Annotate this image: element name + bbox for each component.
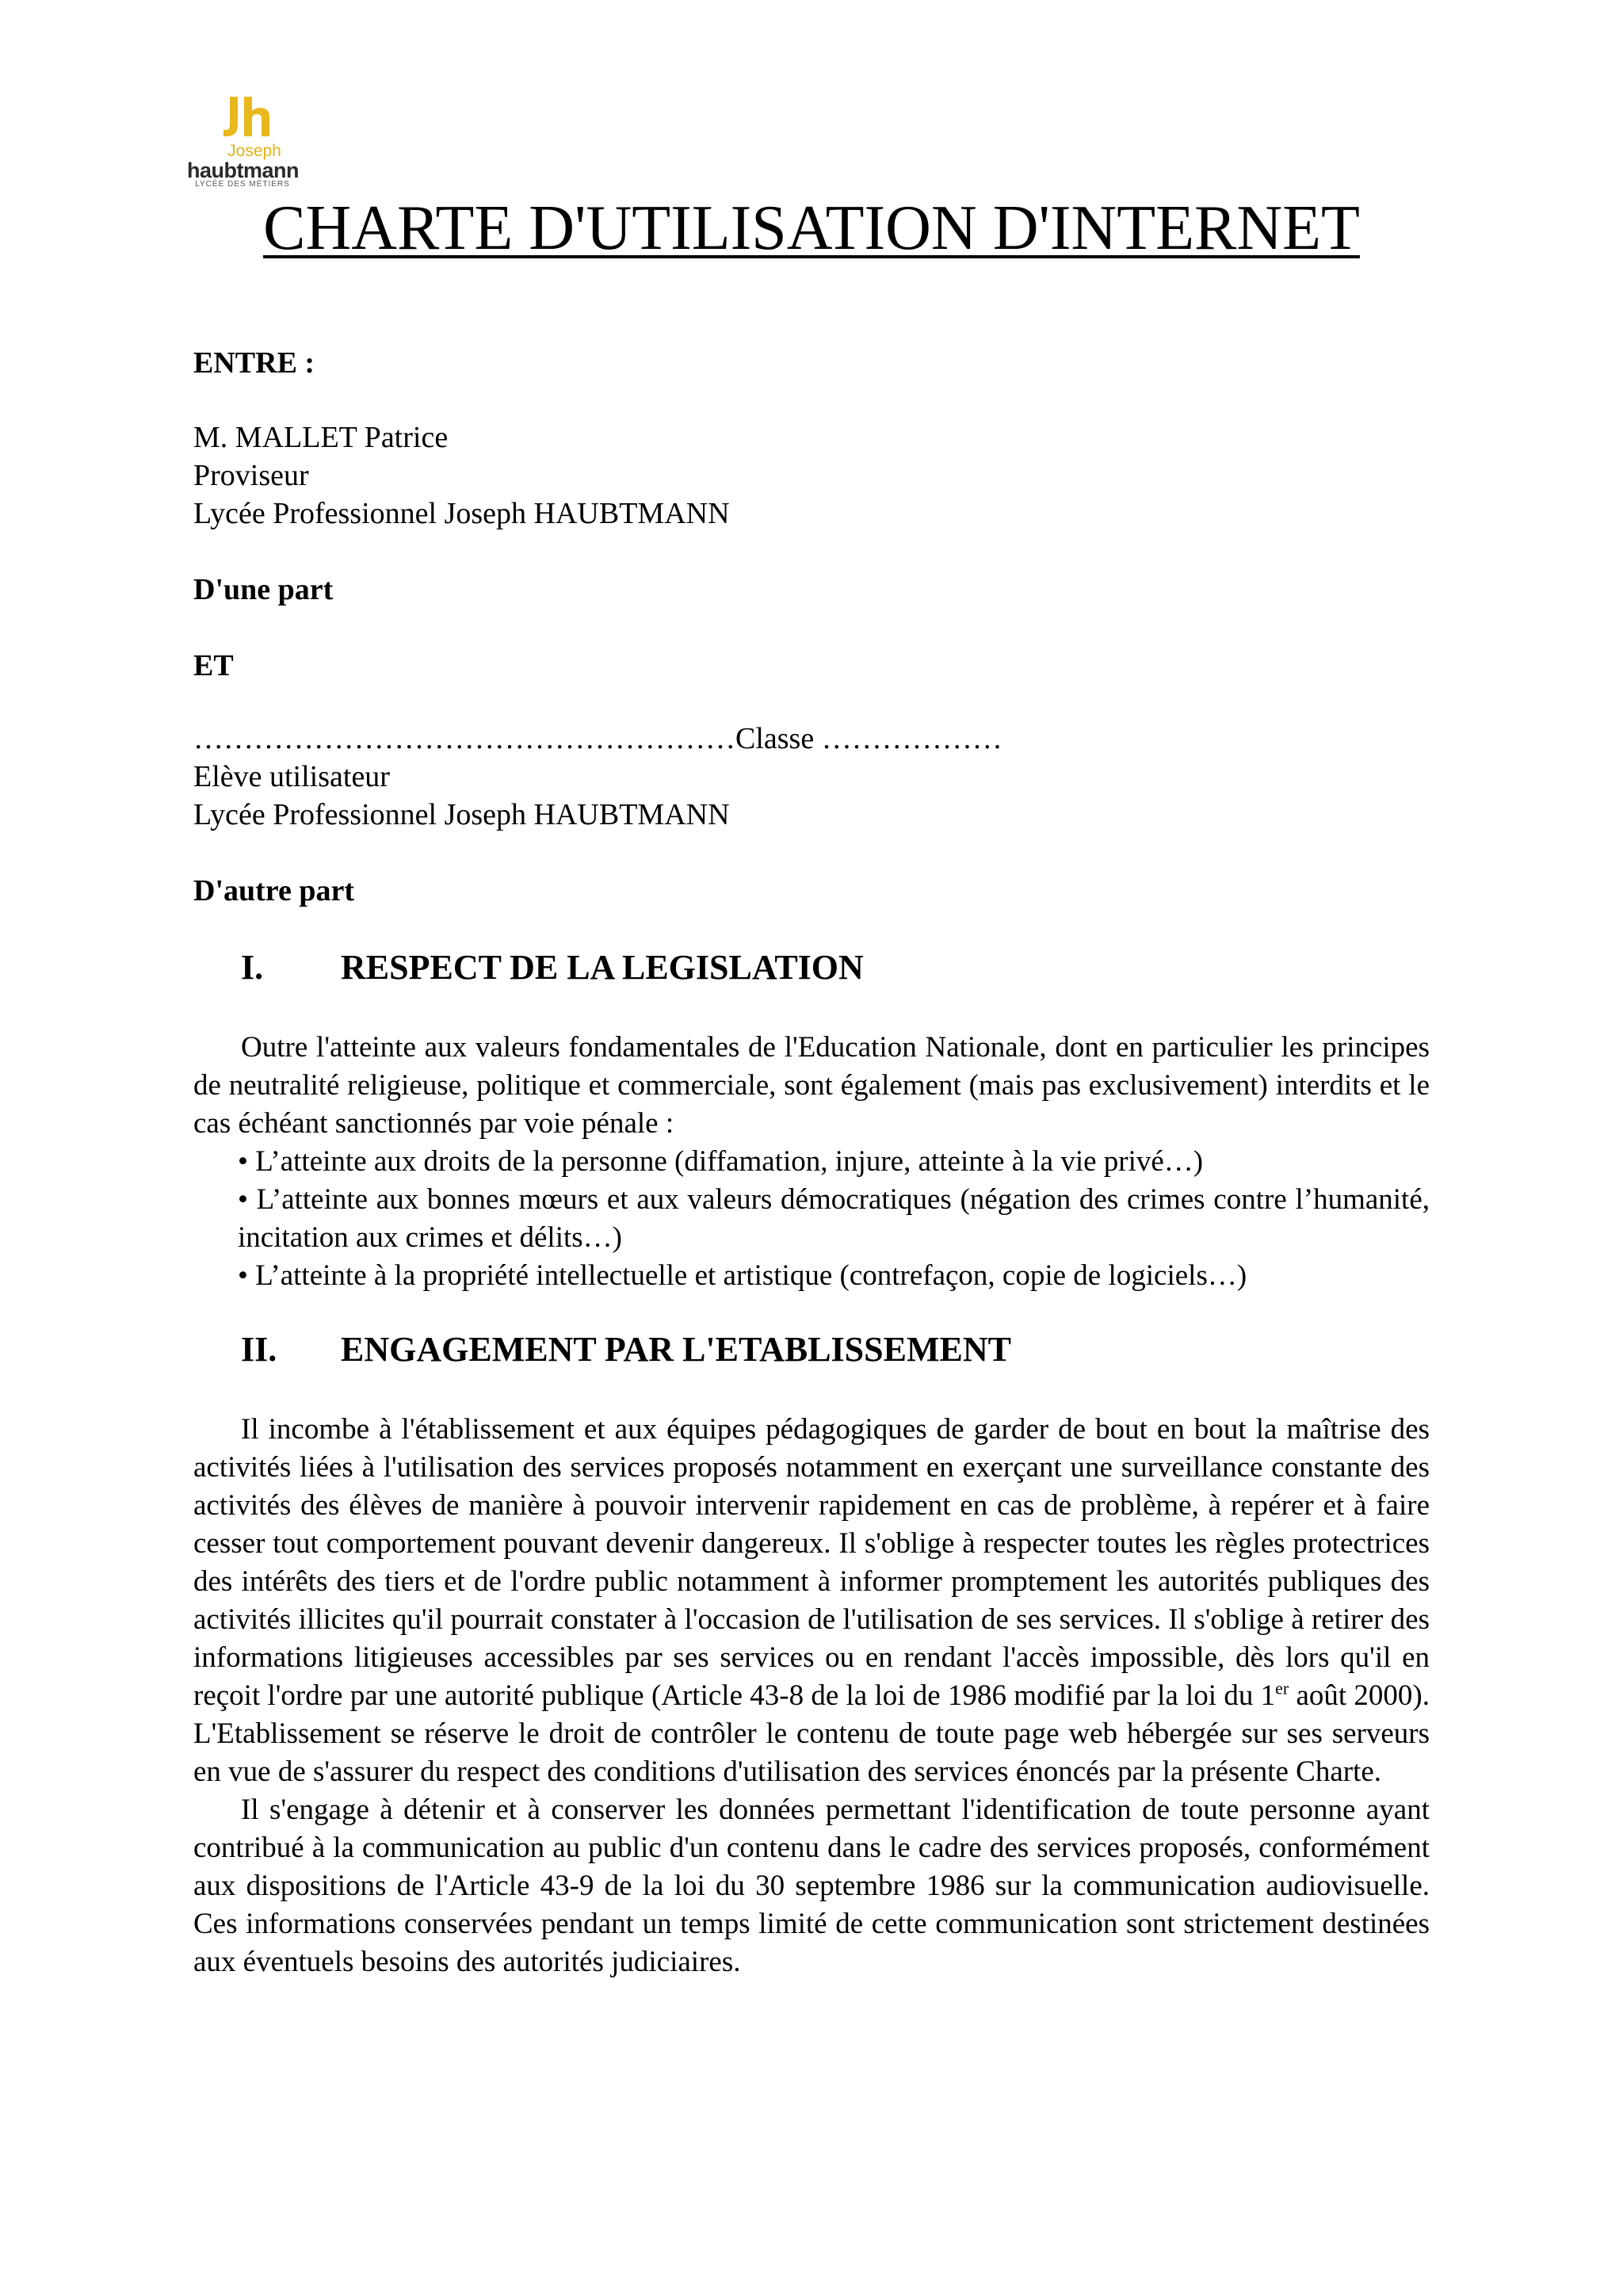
dautre-part-label: D'autre part (193, 874, 354, 907)
second-party-org: Lycée Professionnel Joseph HAUBTMANN (193, 798, 730, 831)
list-item: • L’atteinte à la propriété intellectuelle et artistique (contrefaçon, copie de logiciels…) (238, 1259, 1247, 1292)
section-1-title: RESPECT DE LA LEGISLATION (341, 948, 864, 987)
section-1-bullet-list (238, 1143, 1430, 1295)
first-party-name: M. MALLET Patrice (193, 421, 449, 454)
document-title: CHARTE D'UTILISATION D'INTERNET (263, 193, 1360, 263)
section-2-body (193, 1411, 1430, 1981)
section-2-paragraph-1-part-b: août 2000). L'Etablissement se réserve le droit de contrôler le contenu de toute page web hébergée sur ses serveurs en vue de s'assurer du respect des conditions d'utilisation des services énoncés par la présente Charte. (193, 1679, 1430, 1788)
school-logo (187, 94, 298, 189)
section-2-number: II. (241, 1330, 277, 1369)
section-1-intro-text: Outre l'atteinte aux valeurs fondamentales de l'Education Nationale, dont en particulier les principes de neutralité religieuse, politique et commerciale, sont également (mais pas exclusivement) interdits et le cas échéant sanctionnés par voie pénale : (193, 1031, 1430, 1140)
section-1-number: I. (241, 948, 264, 987)
superscript: er (1275, 1678, 1289, 1698)
second-party-role: Elève utilisateur (193, 760, 390, 793)
first-party-role: Proviseur (193, 459, 309, 492)
section-1-intro (193, 1029, 1430, 1143)
logo-word-joseph: Joseph (227, 142, 281, 160)
section-2-heading (241, 1328, 1011, 1371)
list-item: • L’atteinte aux bonnes mœurs et aux valeurs démocratiques (négation des crimes contre l’humanité, incitation aux crimes et délits…) (238, 1183, 1430, 1254)
dune-part-label: D'une part (193, 573, 334, 606)
first-party-org: Lycée Professionnel Joseph HAUBTMANN (193, 497, 730, 530)
list-item: • L’atteinte aux droits de la personne (diffamation, injure, atteinte à la vie privé…) (238, 1145, 1204, 1178)
student-fill-line: ………………………………………………Classe ……………… (193, 722, 1002, 755)
logo-word-haubtmann: haubtmann (187, 159, 299, 182)
section-2-paragraph-1-part-a: Il incombe à l'établissement et aux équipes pédagogiques de garder de bout en bout la maîtrise des activités liées à l'utilisation des services proposés notamment en exerçant une surveillance constante des activités des élèves de manière à pouvoir intervenir rapidement en cas de problème, à repérer et à faire cesser tout comportement pouvant devenir dangereux. Il s'oblige à respecter toutes les règles protectrices des intérêts des tiers et de l'ordre public notamment à informer promptement les autorités publiques des activités illicites qu'il pourrait constater à l'occasion de l'utilisation de ses services. Il s'oblige à retirer des informations litigieuses accessibles par ses services ou en rendant l'accès impossible, dès lors qu'il en reçoit l'ordre par une autorité publique (Article 43-8 de la loi de 1986 modifié par la loi du 1 (193, 1413, 1430, 1712)
section-2-paragraph-2: Il s'engage à détenir et à conserver les données permettant l'identification de toute personne ayant contribué à la communication au public d'un contenu dans le cadre des services proposés, conformément aux dispositions de l'Article 43-9 de la loi du 30 septembre 1986 sur la communication audiovisuelle. Ces informations conservées pendant un temps limité de cette communication sont strictement destinées aux éventuels besoins des autorités judiciaires. (193, 1794, 1430, 1978)
section-1-heading (241, 946, 864, 989)
section-2-paragraph-1 (193, 1411, 1430, 1791)
entre-label: ENTRE : (193, 346, 315, 380)
section-2-title: ENGAGEMENT PAR L'ETABLISSEMENT (341, 1330, 1011, 1369)
logo-tagline: LYCÉE DES MÉTIERS (195, 180, 290, 189)
logo-jh-monogram-icon (219, 94, 274, 141)
et-label: ET (193, 649, 234, 682)
